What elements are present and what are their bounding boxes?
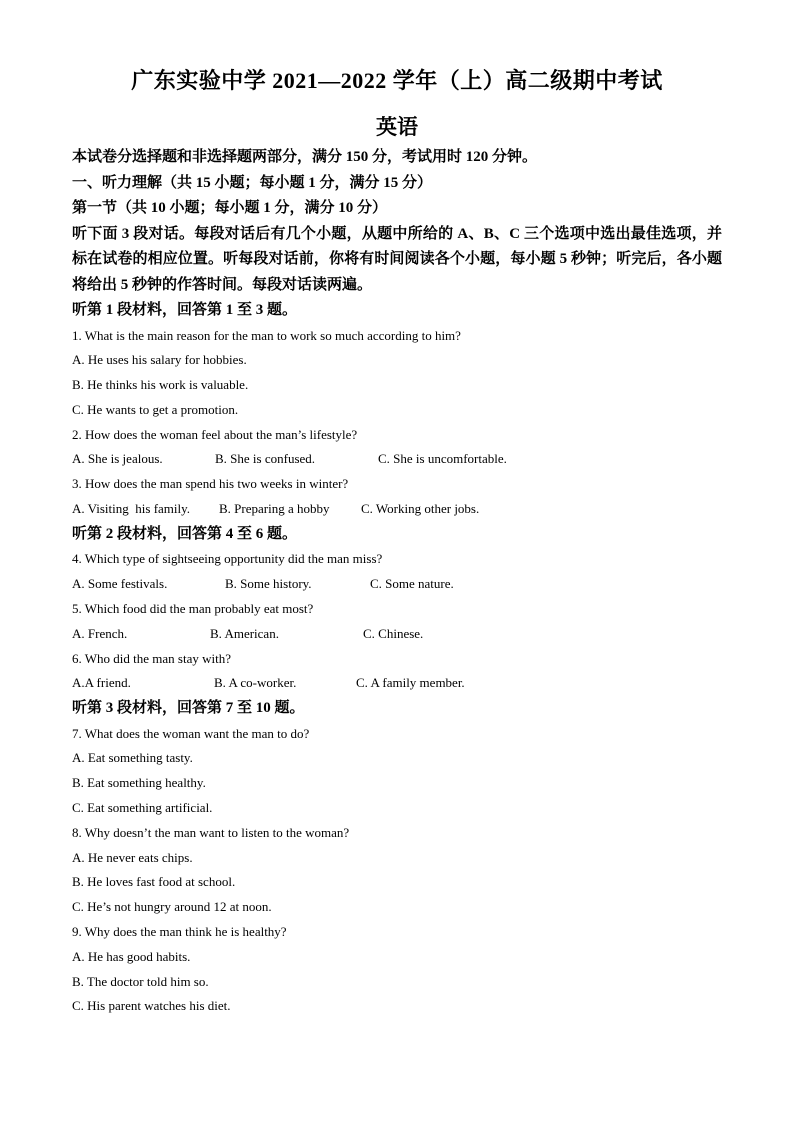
option: C. Working other jobs. [361, 501, 480, 517]
option-row [72, 671, 722, 696]
question-stem: 2. How does the woman feel about the man’s lifestyle? [72, 426, 358, 442]
option: C. Some nature. [370, 576, 454, 592]
group-heading: 听第 2 段材料，回答第 4 至 6 题。 [72, 525, 298, 542]
option: A. Eat something tasty. [72, 750, 193, 766]
option: A. He uses his salary for hobbies. [72, 352, 247, 368]
option: B. He thinks his work is valuable. [72, 377, 249, 393]
exam-note: 本试卷分选择题和非选择题两部分，满分 150 分，考试用时 120 分钟。 [72, 149, 538, 165]
option: B. The doctor told him so. [72, 973, 209, 989]
option: A. French. [72, 625, 128, 641]
part-heading: 一、听力理解（共 15 小题；每小题 1 分，满分 15 分） [72, 174, 433, 191]
group-heading: 听第 1 段材料，回答第 1 至 3 题。 [72, 302, 298, 318]
question-stem: 7. What does the woman want the man to do? [72, 725, 310, 741]
question-stem: 9. Why does the man think he is healthy? [72, 924, 287, 940]
option: B. Eat something healthy. [72, 775, 206, 791]
exam-content [72, 145, 722, 1019]
option: B. American. [210, 625, 279, 641]
option-row [72, 447, 722, 472]
option: B. A co-worker. [214, 675, 297, 691]
option: B. Preparing a hobby [219, 501, 330, 517]
option: A. She is jealous. [72, 451, 163, 467]
option: C. He wants to get a promotion. [72, 401, 239, 417]
option: B. She is confused. [215, 451, 316, 467]
group-heading: 听第 3 段材料，回答第 7 至 10 题。 [72, 700, 305, 717]
option: C. Chinese. [363, 625, 424, 641]
option-row [72, 497, 722, 522]
question-stem: 3. How does the man spend his two weeks in winter? [72, 476, 349, 492]
option-row [72, 622, 722, 647]
subject-title: 英语 [376, 115, 418, 139]
option: C. His parent watches his diet. [72, 998, 231, 1014]
exam-title: 广东实验中学 2021—2022 学年（上）高二级期中考试 [131, 68, 663, 93]
option: A. He has good habits. [72, 948, 191, 964]
directions: 听下面 3 段对话。每段对话后有几个小题，从题中所给的 A、B、C 三个选项中选出最佳选项，并标在试卷的相应位置。听每段对话前，你将有时间阅读各个小题，每小题 5 秒钟；听完后，各小题将给出 5 秒钟的作答时间。每段对话读两遍。 [72, 225, 722, 293]
section-heading: 第一节（共 10 小题；每小题 1 分，满分 10 分） [72, 200, 388, 216]
option: C. A family member. [356, 675, 465, 691]
option: A. Some festivals. [72, 576, 168, 592]
question-stem: 6. Who did the man stay with? [72, 650, 231, 666]
question-stem: 4. Which type of sightseeing opportunity did the man miss? [72, 551, 383, 567]
option: B. He loves fast food at school. [72, 874, 236, 890]
option: A.A friend. [72, 675, 131, 691]
option: C. He’s not hungry around 12 at noon. [72, 899, 272, 915]
option: B. Some history. [225, 576, 312, 592]
option-row [72, 572, 722, 597]
option: A. Visiting his family. [72, 501, 191, 517]
question-stem: 8. Why doesn’t the man want to listen to the woman? [72, 824, 350, 840]
option: A. He never eats chips. [72, 849, 193, 865]
question-stem: 5. Which food did the man probably eat most? [72, 600, 314, 616]
option: C. Eat something artificial. [72, 800, 213, 816]
option: C. She is uncomfortable. [378, 451, 507, 467]
question-stem: 1. What is the main reason for the man to work so much according to him? [72, 327, 461, 343]
